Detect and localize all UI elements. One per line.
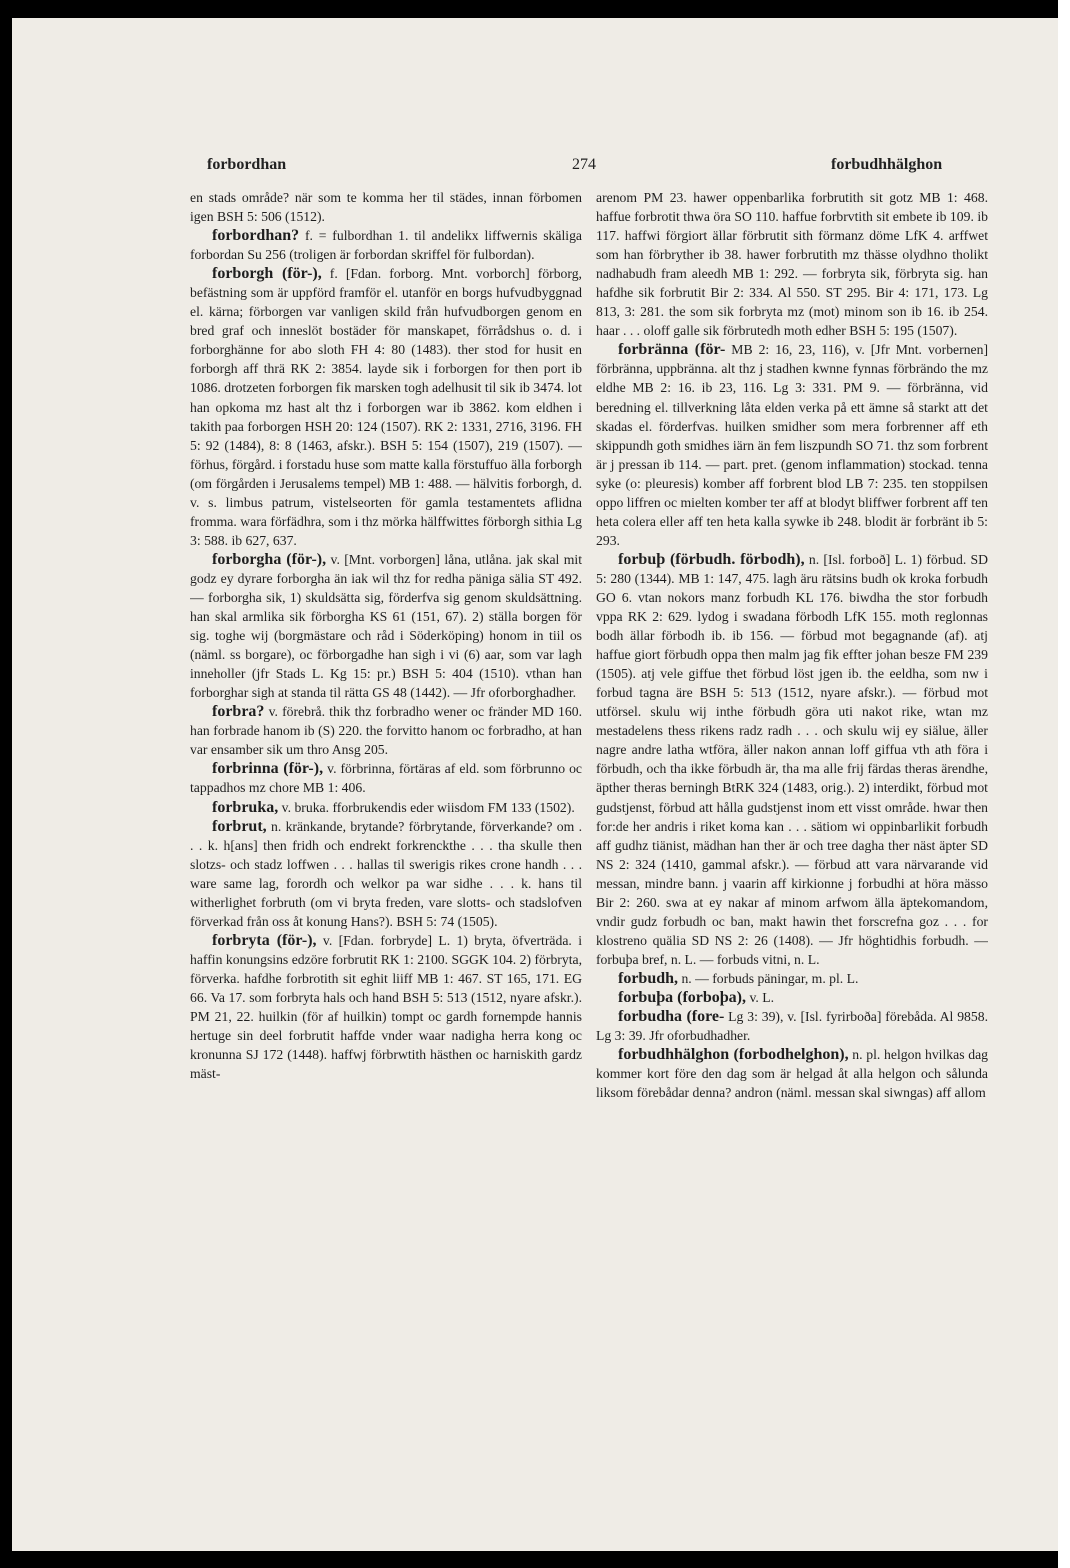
dictionary-page	[12, 18, 1058, 1551]
running-head-left: forbordhan	[207, 156, 287, 173]
dictionary-entry	[190, 264, 582, 550]
entry-text: arenom PM 23. hawer oppenbarlika forbrutith sit gotz MB 1: 468. haffue forbrotit thwa öra SO 110. haffue forbrvtith sit embete ib 109. ib 117. haffwi förgiort ällar förbrutit sith förmanz döme LfK 4. arffwet som han förbryther ib 38. hawer forbrutith mz thässe olydhno tholikt nadhabudh fram aleedh MB 1: 292. — forbryta sik, förbryta sig. han hafdhe sik forbrutit Bir 2: 334. Al 550. ST 295. Bir 4: 171, 173. Lg 813, 3: 281. the som sik forbryta mz (mot) minom son ib 16. ib 254. haar . . . oloff galle sik förbrutedh moth edher BSH 5: 195 (1507).	[596, 190, 988, 339]
left-column	[190, 188, 582, 1388]
dictionary-entry	[190, 798, 582, 817]
entry-headword: forbuþa (forboþa),	[618, 988, 747, 1006]
dictionary-entry	[190, 817, 582, 931]
entry-text: Lg 3: 39), v. [Isl. fyrirboða] förebåda. Al 9858. Lg 3: 39. Jfr oforbudhadher.	[596, 1009, 988, 1044]
dictionary-entry	[596, 1007, 988, 1045]
entry-text: n. kränkande, brytande? förbrytande, förverkande? om . . . k. h[ans] then fridh och endrekt forkrenckthe . . . tha skulle then slotzs- och stadz loffwen . . . hallas til swerigis rikes crone handh . . . ware same lag, forordh och welkor pa war sidhe . . . k. hans til witherlighet forbruth (om vi bryta freden, vare slotts- och stadslofven förverkad från oss åt konung Hans?). BSH 5: 74 (1505).	[190, 818, 582, 929]
entry-text: v. L.	[746, 989, 775, 1005]
entry-headword: forbryta (för-),	[212, 931, 317, 949]
dictionary-entry	[190, 226, 582, 264]
entry-continuation	[596, 188, 988, 340]
page-header	[12, 156, 1058, 178]
entry-headword: forbrinna (för-),	[212, 760, 324, 778]
running-head-right: forbudhhälghon	[831, 156, 943, 173]
entry-text: n. — forbuds päningar, m. pl. L.	[678, 970, 859, 986]
entry-headword: forbordhan?	[212, 227, 300, 245]
entry-text: f. [Fdan. forborg. Mnt. vorborch] förborg, befästning som är uppförd framför el. utanför en borgs hufvudbyggnad el. kärna; förborgen var vanligen skild från hufvudborgen genom en bred graf och inneslöt bostäder för manskapet, förrådshus o. d. i forborghänne for abo sloth FH 4: 80 (1483). ther stod for husit en forborgh aff thrä RK 2: 3854. layde sik i forborgen for then port ib 1086. drotzeten forborgen fik marsken togh adelhusit til sik ib 3474. lot han opkoma mz hast alt thz i forborgen war ib 3862. kom eldhen i takith paa forborgen HSH 20: 124 (1507). RK 2: 1331, 2716, 3196. FH 5: 92 (1484), 8: 8 (1463, afskr.). BSH 5: 154 (1507), 219 (1507). — förhus, förgård. i forstadu huse som matte kalla förstuffuo älla forborgh (om förgården i Jerusalems tempel) MB 1: 488. — hälvitis forborgh, d. v. s. limbus patrum, vistelseorten för gamla testamentets aflidna fromma. wara förfädhra, som i thz mörka hälffwittes förborgh sithia Lg 3: 588. ib 627, 637.	[190, 266, 582, 548]
dictionary-entry	[190, 931, 582, 1083]
entry-text: v. förebrå. thik thz forbradho wener oc fränder MD 160. han forbrade hanom ib (S) 220. the forvitto hanom oc forbradho, at han var ensamber sik um thro Ansg 205.	[190, 704, 582, 758]
dictionary-entry	[596, 1045, 988, 1102]
entry-text: n. [Isl. forboð] L. 1) förbud. SD 5: 280 (1344). MB 1: 147, 475. lagh äru rätsins budh ok kroka forbudh GO 6. vtan nokors manz forbudh KL 176. biwdha the stor forbudh vppa RK 2: 629. lydog i swadana förbodh LfK 155. moth reglonnas bodh ällar förbodh ib. ib 156. — förbud mot begagnande (af). atj haffue giort förbudh oppa then malm jag fik effter johan besze FM 239 (1505). atj vele giffue thet förbud löst jgen ib. the eeldha, som nw i forbud tagna äre BSH 5: 513 (1512, nyare afskr.). — förbud mot utförsel. skulu wij inthe förbudh göra uti nakot rike, wtan mz mestadelens thess rikens radz radh . . . och skulu wij ey siälue, äller nagre andre latha wtföra, äller nakon annan loff giffua vth ath föra i förbudh, och tha ikke förbudh är, tha ma alle frij färdas theras ärendhe, äpther theras berningh BtRK 324 (1483, orig.). 2) interdikt, förbud mot gudstjenst, förbud att hålla gudstjenst inom ett visst område. hwar then for:de her andris i riket koma kan . . . sätiom wi oppinbarlikit forbudh aff gudhz tiänist, mädhan han ther är och tree dagha ther näst äpter SD NS 2: 324 (1410, gammal afskr.). — förbud att vara närvarande vid messan, mindre bann. j vaarin aff kirkionne j forbudhi at höra mässo Bir 2: 260. swa at ey nakar af minom arfwom älla äptekomandom, vndir gudz forbudh oc ban, makt hawin thet forscrefna goz . . . for klostreno quälia SD NS 2: 26 (1408). — Jfr höghtidhis forbudh. — forbuþa bref, n. L. — forbuds vitni, n. L.	[596, 551, 988, 967]
dictionary-entry	[596, 988, 988, 1007]
dictionary-entry	[596, 340, 988, 550]
entry-text: MB 2: 16, 23, 116), v. [Jfr Mnt. vorbernen] förbränna, uppbränna. alt thz j stadhen kwnne fynnas förbrändo the mz eldhe MB 2: 16. ib 23, 116. Lg 3: 331. PM 9. — förbränna, vid beredning el. tillverkning låta elden verka på ett ämne så starkt att det skadas el. förderfvas. huilken smidher som mera forbrenner aff eth skippundh goth smidhes iärn än fem liszpundh SO 71. thz som forbrent är j pressan ib 114. — part. pret. (genom inflammation) stockad. tenna syke (o: pleuresis) komber aff forbrent blod LB 7: 235. ten stoppilsen oppo liffren oc mielten komber ter aff at blodyt bliffwer forbrent aff ten heta colera eller aff ten heta kalla sywke ib 248. blodit är forbränt ib 5: 293.	[596, 342, 988, 548]
entry-text: n. pl. helgon hvilkas dag kommer kort före den dag som är helgad åt alla helgon och sålunda liksom förebådar denna? andron (näml. messan skal siwngas) aff allom	[596, 1047, 988, 1101]
dictionary-entry	[190, 550, 582, 702]
entry-text: v. [Fdan. forbryde] L. 1) bryta, öfverträda. i haffin konungsins edzöre forbrutit RK 1: 2100. SGGK 104. 2) förbryta, förverka. hafdhe forbrotith sit eghit liiff MB 1: 467. ST 165, 171. EG 66. Va 17. som forbryta hals och hand BSH 5: 513 (1512, nyare afskr.). PM 21, 22. huilkin (för af huilkin) tompt oc gardh fornempde hannis hertuge sin deel forbrutit haffde vnder waar nadigha herra kong oc kronunna SJ 172 (1448). haffwj förbrwtith hästhen oc harniskith gardz mäst-	[190, 932, 582, 1082]
entry-text: v. förbrinna, förtäras af eld. som förbrunno oc tappadhos mz chore MB 1: 406.	[190, 761, 582, 796]
entry-text: v. [Mnt. vorborgen] låna, utlåna. jak skal mit godz ey dyrare forborgha än iak wil thz for redha päniga sälia ST 492. — forborgha sik, 1) skuldsätta sig, förderfva sig genom skuldsättning. han skal armlika sik förborgha KS 61 (151, 67). 2) ställa borgen för sig. toghe wij (borgmästare och råd i Söderköping) honom in tiil os (näml. ss borgare), oc förborgadhe han sigh i vi (6) aar, som var lagh inneholler (jfr Stads L. Kg 15: pr.) BSH 5: 404 (1510). vthan han forborghar sigh at standa til rätta GS 48 (1442). — Jfr oforborghadher.	[190, 551, 582, 701]
entry-text: f. = fulbordhan 1. til andelikx liffwernis skäliga forbordan Su 256 (troligen är forbordan skriffel för fulbordan).	[190, 228, 582, 263]
scan-edge	[1058, 0, 1070, 1568]
entry-continuation	[190, 188, 582, 226]
entry-headword: forbudha (fore-	[618, 1008, 725, 1026]
page-number: 274	[572, 156, 596, 173]
entry-headword: forborgha (för-),	[212, 550, 327, 568]
dictionary-entry	[190, 702, 582, 759]
dictionary-entry	[596, 550, 988, 969]
entry-headword: forbudhhälghon (forbodhelghon),	[618, 1046, 849, 1064]
entry-headword: forbudh,	[618, 969, 679, 987]
entry-headword: forborgh (för-),	[212, 265, 322, 283]
right-column	[596, 188, 988, 1388]
entry-headword: forbruka,	[212, 798, 279, 816]
entry-headword: forbra?	[212, 703, 265, 721]
entry-text: v. bruka. fforbrukendis eder wiisdom FM 133 (1502).	[278, 799, 575, 815]
entry-headword: forbränna (för-	[618, 341, 726, 359]
entry-headword: forbrut,	[212, 817, 267, 835]
entry-headword: forbuþ (förbudh. förbodh),	[618, 550, 805, 568]
entry-text: en stads område? när som te komma her til städes, innan förbomen igen BSH 5: 506 (1512).	[190, 190, 582, 225]
dictionary-entry	[190, 759, 582, 797]
dictionary-entry	[596, 969, 988, 988]
